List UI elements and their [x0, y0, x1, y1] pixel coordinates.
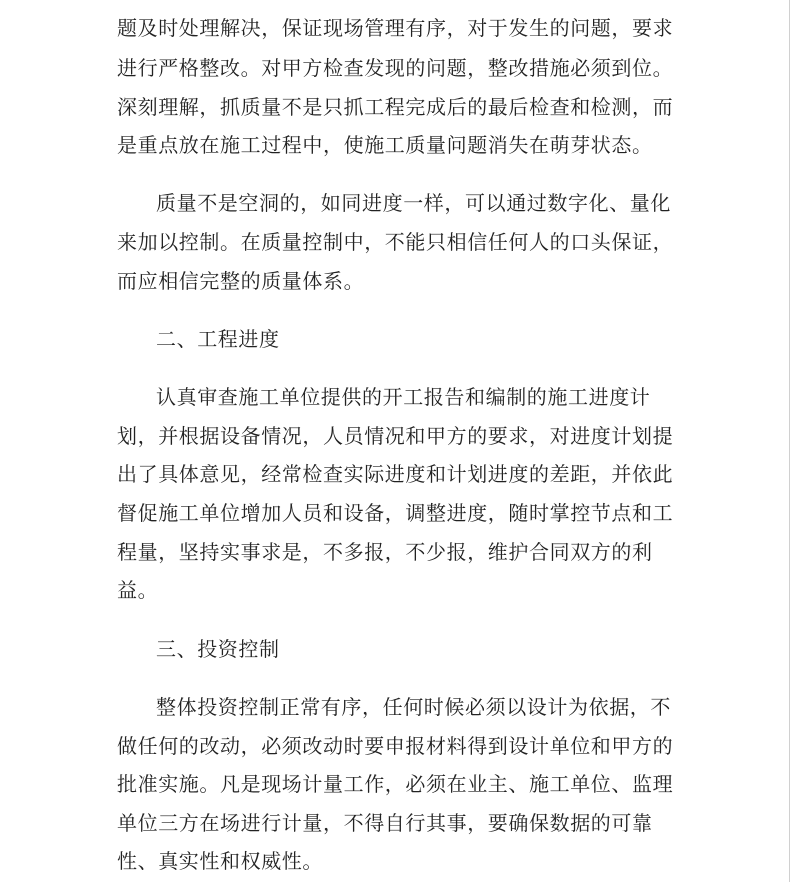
- text-line: 题及时处理解决，保证现场管理有序，对于发生的问题，要求: [117, 16, 674, 40]
- text-line: 批准实施。凡是现场计量工作，必须在业主、施工单位、监理: [117, 772, 674, 796]
- text-line: 督促施工单位增加人员和设备，调整进度，随时掌控节点和工: [117, 501, 674, 525]
- text-line: 而应相信完整的质量体系。: [117, 269, 365, 293]
- text-line: 来加以控制。在质量控制中，不能只相信任何人的口头保证，: [117, 230, 674, 254]
- text-line: 益。: [117, 578, 159, 602]
- section-heading: 三、投资控制: [156, 637, 280, 661]
- section-heading: 二、工程进度: [156, 327, 280, 351]
- text-line: 性、真实性和权威性。: [117, 849, 323, 873]
- text-line: 质量不是空洞的，如同进度一样，可以通过数字化、量化: [156, 191, 671, 215]
- text-line: 深刻理解，抓质量不是只抓工程完成后的最后检查和检测，而: [117, 95, 674, 119]
- text-line: 是重点放在施工过程中，使施工质量问题消失在萌芽状态。: [117, 133, 653, 157]
- text-line: 认真审查施工单位提供的开工报告和编制的施工进度计: [156, 385, 651, 409]
- text-line: 程量，坚持实事求是，不多报，不少报，维护合同双方的利: [117, 540, 653, 564]
- text-line: 整体投资控制正常有序，任何时候必须以设计为依据，不: [156, 695, 671, 719]
- text-line: 做任何的改动，必须改动时要申报材料得到设计单位和甲方的: [117, 734, 674, 758]
- text-line: 单位三方在场进行计量，不得自行其事，要确保数据的可靠: [117, 811, 653, 835]
- text-line: 进行严格整改。对甲方检查发现的问题，整改措施必须到位。: [117, 56, 674, 80]
- text-line: 划，并根据设备情况，人员情况和甲方的要求，对进度计划提: [117, 424, 674, 448]
- text-line: 出了具体意见，经常检查实际进度和计划进度的差距，并依此: [117, 462, 674, 486]
